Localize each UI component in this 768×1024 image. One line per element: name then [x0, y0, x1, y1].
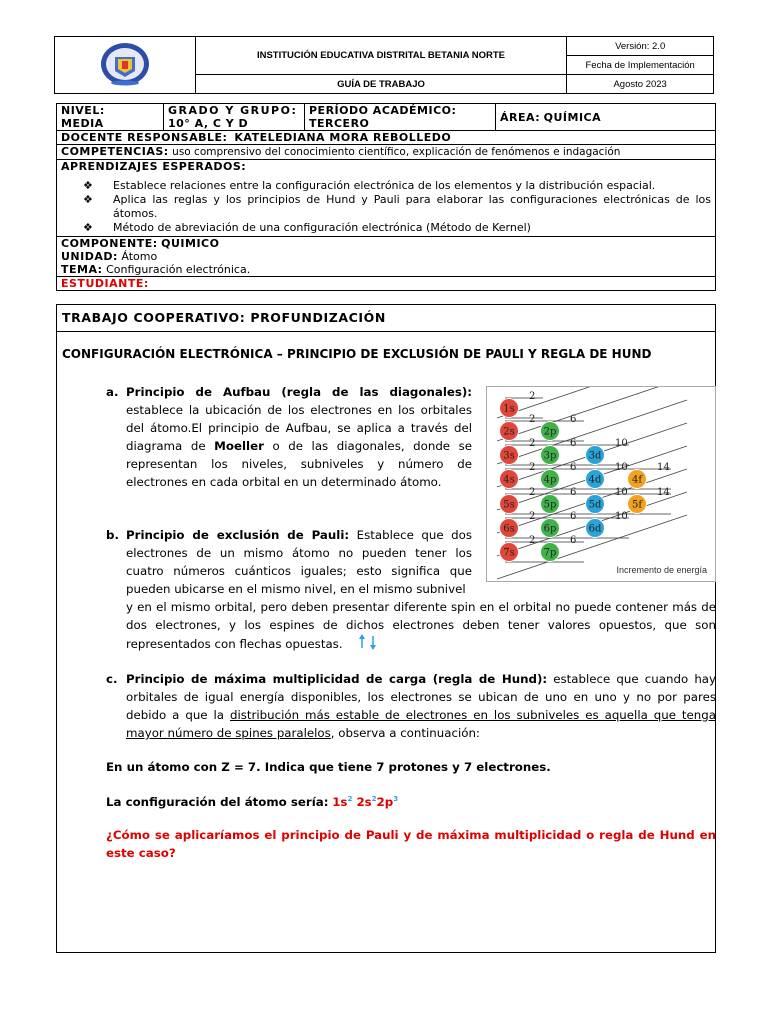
docente-row	[57, 131, 716, 145]
orbital-capacity: 6	[570, 414, 577, 425]
orbital-capacity: 2	[529, 462, 536, 473]
electron-config: $1s^2$ $2s^22p^3$	[332, 794, 399, 809]
aprendizaje-item: ❖ Método de abreviación de una configuración electrónica (Método de Kernel)	[61, 221, 711, 235]
section-b-title: Principio de exclusión de Pauli:	[126, 528, 350, 542]
area-cell	[496, 104, 716, 131]
moeller-diagram-svg	[487, 387, 715, 581]
grado-cell	[164, 104, 305, 131]
bullet-icon: ❖	[83, 179, 93, 192]
orbital-label: 2p	[543, 426, 557, 438]
diagonal-arrow	[497, 387, 687, 418]
periodo-label: PERÍODO ACADÉMICO:	[309, 104, 457, 117]
orbital-label: 6s	[503, 523, 515, 535]
orbital-capacity: 2	[529, 414, 536, 425]
orbital-capacity: 6	[570, 438, 577, 449]
orbital-capacity: 10	[615, 438, 628, 449]
orbital-capacity: 6	[570, 462, 577, 473]
header-table	[54, 36, 714, 94]
docente-value: KATELEDIANA MORA REBOLLEDO	[234, 131, 452, 144]
orbital-label: 3p	[543, 450, 557, 462]
logo-cell	[55, 37, 196, 94]
orbital-label: 2s	[503, 426, 515, 438]
institution-name: INSTITUCIÓN EDUCATIVA DISTRITAL BETANIA NORTE	[195, 37, 567, 75]
orbital-capacity: 2	[529, 487, 536, 498]
orbital-label: 4f	[631, 474, 643, 486]
document-type: GUÍA DE TRABAJO	[195, 75, 567, 94]
orbital-label: 7s	[503, 547, 515, 559]
competencias-row	[57, 145, 716, 160]
estudiante-label: ESTUDIANTE:	[61, 277, 149, 290]
orbital-label: 5s	[503, 499, 515, 511]
orbital-label: 6p	[543, 523, 557, 535]
componente-label: COMPONENTE:	[61, 237, 158, 250]
section-c-title: Principio de máxima multiplicidad de carga (regla de Hund):	[126, 672, 548, 686]
orbital-capacity: 10	[615, 462, 628, 473]
competencias-label: COMPETENCIAS:	[61, 145, 169, 158]
orbital-capacity: 10	[615, 511, 628, 522]
section-a-title: Principio de Aufbau (regla de las diagonales):	[126, 385, 472, 399]
orbital-label: 5f	[631, 499, 643, 511]
tema-value: Configuración electrónica.	[106, 263, 251, 276]
diagram-caption: Incremento de energía	[616, 565, 707, 575]
nivel-label: NIVEL:	[61, 104, 105, 117]
orbital-label: 5d	[588, 499, 602, 511]
orbital-label: 7p	[543, 547, 557, 559]
nivel-value: MEDIA	[61, 117, 104, 130]
content-top-line	[56, 304, 716, 305]
orbital-label: 1s	[503, 403, 515, 415]
area-label: ÁREA:	[500, 110, 541, 124]
section-b-marker: b.	[106, 528, 119, 542]
section-c-marker: c.	[106, 672, 118, 686]
orbital-capacity: 10	[615, 487, 628, 498]
orbital-label: 3d	[588, 450, 602, 462]
orbital-label: 4d	[588, 474, 602, 486]
aprendizaje-item: ❖ Establece relaciones entre la configuración electrónica de los elementos y la distribución espacial.	[61, 179, 711, 193]
moeller-diagram	[486, 386, 716, 582]
section-a-marker: a.	[106, 385, 119, 399]
orbital-capacity: 6	[570, 511, 577, 522]
orbital-capacity: 14	[657, 487, 670, 498]
row-loop-line	[505, 518, 629, 538]
config-label: La configuración del átomo sería:	[106, 794, 329, 809]
periodo-value: TERCERO	[309, 117, 370, 130]
content-divider	[56, 331, 716, 332]
orbital-capacity: 2	[529, 391, 536, 402]
orbital-capacity: 14	[657, 462, 670, 473]
componente-value: QUIMICO	[161, 237, 220, 250]
area-value: QUÍMICA	[543, 110, 602, 124]
implementation-label: Fecha de Implementación	[567, 56, 714, 75]
main-title: CONFIGURACIÓN ELECTRÓNICA – PRINCIPIO DE EXCLUSIÓN DE PAULI Y REGLA DE HUND	[62, 347, 652, 361]
info-table	[56, 103, 716, 291]
example-text: En un átomo con Z = 7. Indica que tiene 7 protones y 7 electrones.	[106, 760, 551, 774]
aprendizaje-item: ❖ Aplica las reglas y los principios de Hund y Pauli para elaborar las configuraciones electrónicas de los átomos.	[61, 193, 711, 221]
section-title: TRABAJO COOPERATIVO: PROFUNDIZACIÓN	[62, 310, 386, 325]
nivel-cell	[57, 104, 164, 131]
bullet-icon: ❖	[83, 193, 93, 206]
implementation-date: Agosto 2023	[567, 75, 714, 94]
config-line	[106, 790, 398, 811]
orbital-capacity: 2	[529, 438, 536, 449]
orbital-capacity: 6	[570, 487, 577, 498]
section-b-text-2: y en el mismo orbital, pero deben presentar diferente spin en el orbital no puede contener más de dos electrones, y los espines de dichos electrones deben tener valores opuestos, que son representados con flechas opuestas.	[126, 598, 716, 655]
orbital-capacity: 6	[570, 535, 577, 546]
orbital-label: 3s	[503, 450, 515, 462]
unidad-label: UNIDAD:	[61, 250, 118, 263]
orbital-label: 5p	[543, 499, 557, 511]
docente-label: DOCENTE RESPONSABLE:	[61, 131, 228, 144]
componente-row	[57, 237, 716, 277]
orbital-capacity: 2	[529, 535, 536, 546]
aprendizajes-label: APRENDIZAJES ESPERADOS:	[61, 160, 247, 173]
tema-label: TEMA:	[61, 263, 103, 276]
bullet-icon: ❖	[83, 221, 93, 234]
competencias-value: uso comprensivo del conocimiento científico, explicación de fenómenos e indagación	[172, 146, 621, 158]
periodo-cell	[305, 104, 496, 131]
version-label: Versión: 2.0	[567, 37, 714, 56]
orbital-label: 4s	[503, 474, 515, 486]
grado-label: GRADO Y GRUPO:	[168, 104, 298, 117]
moeller-term: Moeller	[214, 439, 264, 453]
section-c-text: Principio de máxima multiplicidad de carga (regla de Hund): establece que cuando hay orbitales de igual energía disponibles, los electrones se ubican de uno en uno y no por pares debido a que la distribución más estable de electrones en los subniveles es aquella que tenga mayor número de spines paralelos, observa a continuación:	[126, 672, 717, 740]
orbital-capacity: 2	[529, 511, 536, 522]
section-b-text-1: Principio de exclusión de Pauli: Establece que dos electrones de un mismo átomo no pueden tener los cuatro números cuánticos iguales; esto significa que pueden ubicarse en el mismo nivel, en el mismo subnivel	[126, 528, 473, 596]
orbital-label: 6d	[588, 523, 602, 535]
hund-underlined: distribución más estable de electrones en los subniveles es aquella que tenga mayor número de spines paralelos	[126, 708, 717, 740]
question-text: ¿Cómo se aplicaríamos el principio de Pauli y de máxima multiplicidad o regla de Hund en este caso?	[106, 828, 716, 860]
section-a-text: Principio de Aufbau (regla de las diagonales): establece la ubicación de los electrones en los orbitales del átomo.El principio de Aufbau, se aplica a través del diagrama de Moeller o de las diagonales, donde se representan los niveles, subniveles y número de electrones en cada orbital en un determinado átomo.	[126, 385, 473, 489]
estudiante-row	[57, 277, 716, 291]
unidad-value: Átomo	[121, 250, 158, 263]
orbital-label: 4p	[543, 474, 557, 486]
spin-arrows-icon	[356, 634, 382, 655]
aprendizajes-row	[57, 160, 716, 237]
grado-value: 10° A, C Y D	[168, 117, 249, 130]
school-logo-icon	[97, 39, 153, 89]
